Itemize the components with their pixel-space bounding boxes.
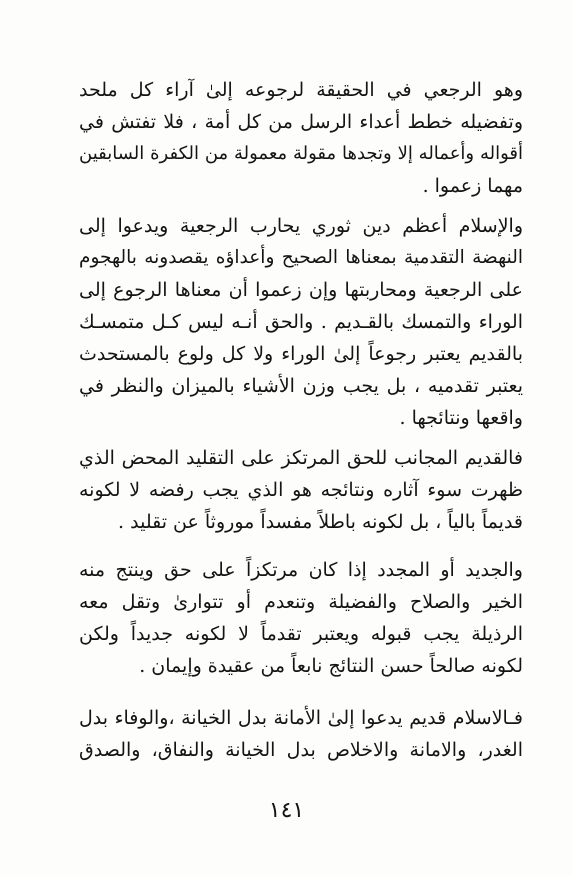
paragraph	[79, 702, 523, 766]
text-line: النهضة التقدمية بمعناها الصحيح وأعداؤه يقصدونه بالهجوم	[79, 247, 523, 268]
text-line: على الرجعية ومحاربتها وإن زعموا أن معناها الرجوع إلى	[79, 279, 523, 301]
text-line: فـالاسلام قديم يدعوا إلىٰ الأمانة بدل الخيانة ،والوفاء بدل	[79, 707, 523, 729]
paragraph	[79, 74, 523, 202]
paragraph	[79, 210, 523, 434]
text-line: مهما زعموا .	[422, 175, 523, 197]
text-line: واقعها ونتائجها .	[399, 407, 523, 429]
text-line: الخير والصلاح والفضيلة وتنعدم أو تتوارىٰ وتقل معه	[79, 591, 523, 613]
text-line: والإسلام أعظم دين ثوري يحارب الرجعية ويدعوا إلى	[79, 215, 523, 237]
text-line: وهو الرجعي في الحقيقة لرجوعه إلىٰ آراء كل ملحد	[79, 79, 523, 101]
text-line: الرذيلة يجب قبوله ويعتبر تقدماً لا لكونه جديداً ولكن	[79, 623, 523, 645]
paragraph	[79, 442, 523, 538]
paragraph	[79, 554, 523, 682]
text-line: قديماً بالياً ، بل لكونه باطلاً مفسداً موروثاً عن تقليد .	[118, 511, 523, 533]
text-line: فالقديم المجانب للحق المرتكز على التقليد المحض الذي	[79, 447, 523, 469]
text-line: بالقديم يعتبر رجوعاً إلىٰ الوراء ولا كل ولوع بالمستحدث	[79, 343, 523, 365]
text-line: أقواله وأعماله إلا وتجدها مقولة معمولة من الكفرة السابقين	[79, 143, 523, 164]
text-line: الوراء والتمسك بالقـديم . والحق أنـه ليس كـل متمسـك	[79, 311, 523, 333]
text-line: وتفضيله خطط أعداء الرسل من كل أمة ، فلا تفتش في	[79, 111, 523, 133]
text-line: لكونه صالحاً حسن النتائج نابعاً من عقيدة وإيمان .	[139, 655, 523, 677]
text-line: والجديد أو المجدد إذا كان مرتكزاً على حق وينتج منه	[79, 559, 523, 581]
text-line: الغدر، والامانة والاخلاص بدل الخيانة والنفاق، والصدق	[79, 739, 523, 761]
text-line: يعتبر تقدميه ، بل يجب وزن الأشياء بالميزان والنظر في	[79, 375, 523, 397]
text-line: ظهرت سوء آثاره ونتائجه هو الذي يجب رفضه لا لكونه	[79, 479, 523, 501]
page-number: ١٤١	[268, 798, 305, 823]
